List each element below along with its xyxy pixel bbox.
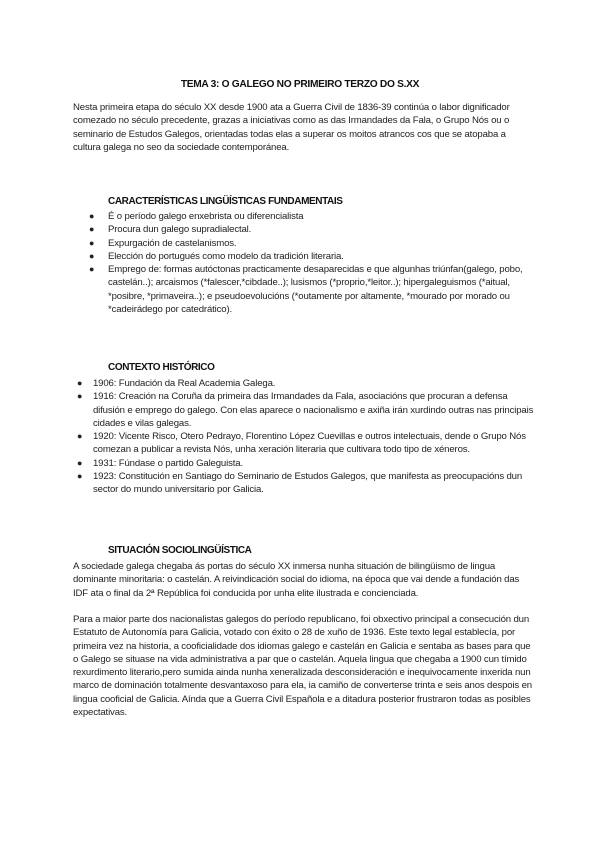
sociolinguistic-paragraph-1: A sociedade galega chegaba ás portas do século XX inmersa nunha situación de bilingüismo de lingua dominante minoritaria: o castelán. A reivindicación social do idioma, na época que vai dende a fundación das IDF ata o final da 2ª República foi conducida por unha elite ilustrada e concienciada. (73, 561, 520, 599)
list-item: ● Emprego de: formas autóctonas practicamente desaparecidas e que algunhas triúnfan(galego, pobo, castelán..); arcaismos (*falescer,*cibdade..); lusismos (*proprio,*leitor..); hipergaleguismos (*aitual, *posibre, *primaveira..); e pseudoevolucións (*outamente por altamente, *mourado por morado ou *cadeirádego por catedrático). (89, 264, 523, 316)
list-item: ● É o período galego enxebrista ou diferencialista (89, 211, 304, 222)
sociolinguistic-paragraph-2: Para a maior parte dos nacionalistas galegos do período republicano, foi obxectivo principal a consecución dun Estatuto de Autonomía para Galicia, votado con éxito o 28 de xuño de 1936. Este texto legal establecía, por primeira vez na historia, a cooficialidade dos idiomas galego e castelán en Galicia e sentaba as bases para que o Galego se situase na vida administrativa a par que o castelán. Aquela lingua que chegaba a 1900 cun tímido rexurdimento literario,pero sumida ainda nunha xeneralizada desconsideración e inequivocamente inxerida nun marco de dominación totalmente desvantaxoso para ela, ia camiño de converterse trinta e seis anos despois en lingua cooficial de Galicia. Aínda que a Guerra Civil Española e a ditadura posterior frustraron todas as posibles expectativas. (73, 614, 532, 719)
list-item: ● 1906: Fundación da Real Academia Galega. (77, 378, 276, 389)
bullet-icon: ● (89, 224, 95, 235)
list-item: ● 1923: Constitución en Santiago do Seminario de Estudos Galegos, que manifesta as preocupacións dun sector do mundo universitario por Galicia. (77, 471, 523, 496)
list-item: ● 1920: Vicente Risco, Otero Pedrayo, Florentino López Cuevillas e outros intelectuais, dende o Grupo Nós comezan a publicar a revista Nós, unha xeración literaria que cultivara todo tipo de xéneros. (77, 431, 526, 456)
bullet-icon: ● (77, 431, 83, 442)
section-heading-sociolinguistic-situation: SITUACIÓN SOCIOLINGÜÍSTICA (108, 545, 252, 556)
document-title: TEMA 3: O GALEGO NO PRIMEIRO TERZO DO S.XX (180, 79, 420, 90)
bullet-icon: ● (89, 211, 95, 221)
bullet-icon: ● (77, 471, 83, 482)
bullet-icon: ● (77, 391, 83, 402)
intro-paragraph: Nesta primeira etapa do século XX desde 1900 ata a Guerra Civil de 1836-39 continúa o labor dignificador comezado no século precedente, grazas a iniciativas como as das Irmandades da Fala, o Grupo Nós ou o seminario de Estudos Galegos, orientadas todas elas a superar os moitos atrancos cos que se atopaba a cultura galega no seo da sociedade contemporánea. (73, 102, 510, 153)
historical-context-list (77, 377, 535, 497)
bullet-icon: ● (89, 250, 95, 261)
section-heading-historical-context: CONTEXTO HISTÓRICO (108, 362, 215, 373)
bullet-icon: ● (89, 264, 95, 275)
bullet-icon: ● (89, 237, 95, 248)
bullet-icon: ● (77, 457, 83, 468)
list-item: ● 1931: Fúndase o partido Galeguista. (77, 457, 243, 469)
list-item: ● Elección do portugués como modelo da tradición literaria. (89, 250, 344, 262)
bullet-icon: ● (77, 378, 83, 388)
list-item: ● Procura dun galego supradialectal. (89, 224, 252, 236)
list-item: ● 1916: Creación na Coruña da primeira das Irmandades da Fala, asociacións que procuran a defensa difusión e emprego do galego. Con elas aparece o nacionalismo e axiña irán xurdindo outras nas principais cidades e vilas galegas. (77, 391, 534, 429)
section-heading-linguistic-features: CARACTERÍSTICAS LINGÜÍSTICAS FUNDAMENTAIS (108, 196, 343, 207)
list-item: ● Expurgación de castelanismos. (89, 237, 237, 249)
linguistic-features-list (89, 210, 528, 316)
